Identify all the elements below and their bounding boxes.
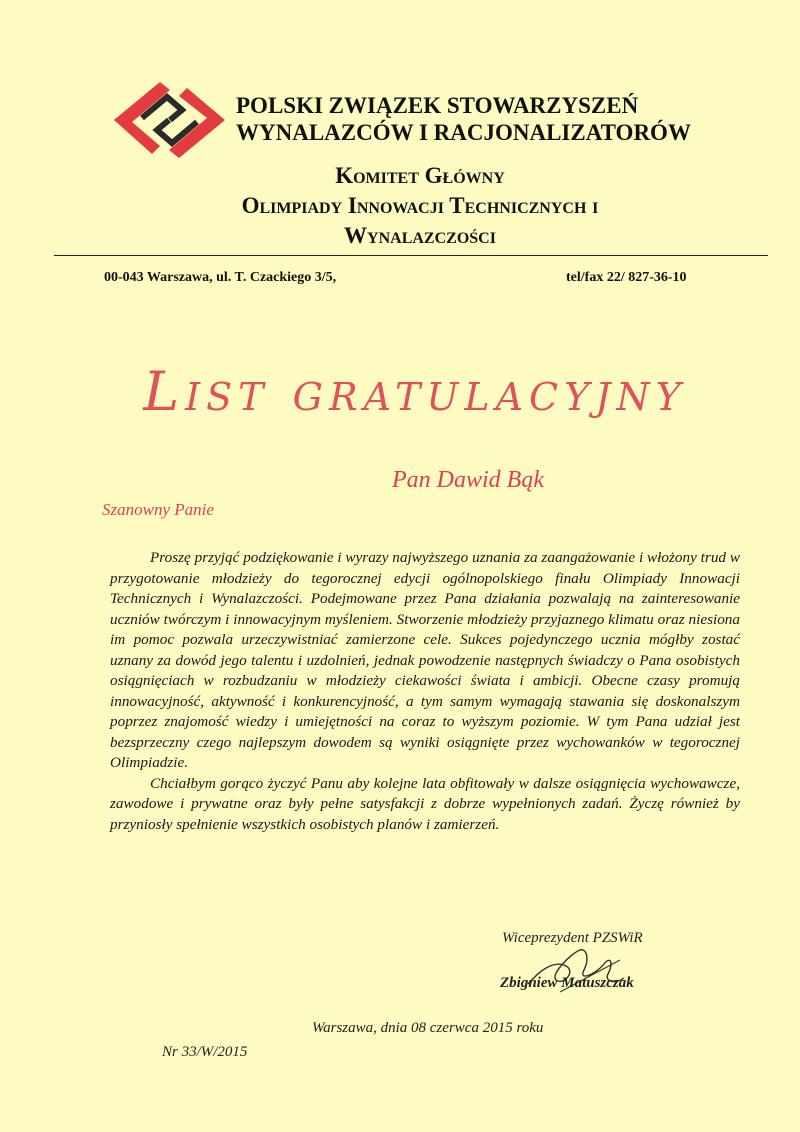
phone-fax: tel/fax 22/ 827-36-10 [566,270,687,285]
greeting: Szanowny Panie [102,500,214,519]
organization-name-line1: POLSKI ZWIĄZEK STOWARZYSZEŃ [236,93,639,118]
letter-title-text: List gratulacyjny [143,360,687,423]
pzswir-logo-icon [112,80,227,162]
address: 00-043 Warszawa, ul. T. Czackiego 3/5, [104,270,337,285]
committee-line1: Komitet Główny [335,163,505,188]
signatory-name: Zbigniew Matuszczak [500,975,634,991]
organization-name [236,92,736,146]
organization-name-line2: WYNALAZCÓW I RACJONALIZATORÓW [236,120,691,145]
committee-line3: Wynalazczości [344,223,496,248]
signatory-title: Wiceprezydent PZSWiR [502,930,643,946]
place-and-date: Warszawa, dnia 08 czerwca 2015 roku [312,1020,544,1036]
recipient-name: Pan Dawid Bąk [392,467,544,493]
letter-body [110,548,740,835]
document-number: Nr 33/W/2015 [162,1044,248,1060]
paragraph-2: Chciałbym gorąco życzyć Panu aby kolejne lata obfitowały w dalsze osiągnięcia wychowawcze, zawodowe i prywatne oraz były pełne satysfakcji z dobrze wypełnionych zadań. Życzę również by przyniosły spełnienie wszystkich osobistych planów i zamierzeń. [110,774,740,833]
paragraph-1: Proszę przyjąć podziękowanie i wyrazy najwyższego uznania za zaangażowanie i włożony trud w przygotowanie młodzieży do tegorocznej edycji ogólnopolskiego finału Olimpiady Innowacji Technicznych i Wynalazczości. Podejmowane przez Pana działania pozwalają na zainteresowanie uczniów twórczym i innowacyjnym myśleniem. Stworzenie młodzieży przyjaznego klimatu oraz niesiona im pomoc pozwala urzeczywistniać zamierzone cele. Sukces pojedynczego ucznia mógłby zostać uznany za dowód jego talentu i uzdolnień, jednak powodzenie następnych świadczy o Pana osobistych osiągnięciach w rozbudzaniu w młodzieży ciekawości świata i ambicji. Obecne czasy promują innowacyjność, aktywność i konkurencyjność, a tym samym wymagają stawania się doskonalszym poprzez znajomość wiedzy i umiejętności na coraz to wyższym poziomie. W tym Pana udział jest bezsprzeczny czego najlepszym dowodem są wyniki osiągnięte przez wychowanków w tegorocznej Olimpiadzie. [110,549,740,771]
letter-title [0,360,800,423]
header-divider [54,255,768,256]
committee-line2: Olimpiady Innowacji Technicznych i [241,193,599,218]
